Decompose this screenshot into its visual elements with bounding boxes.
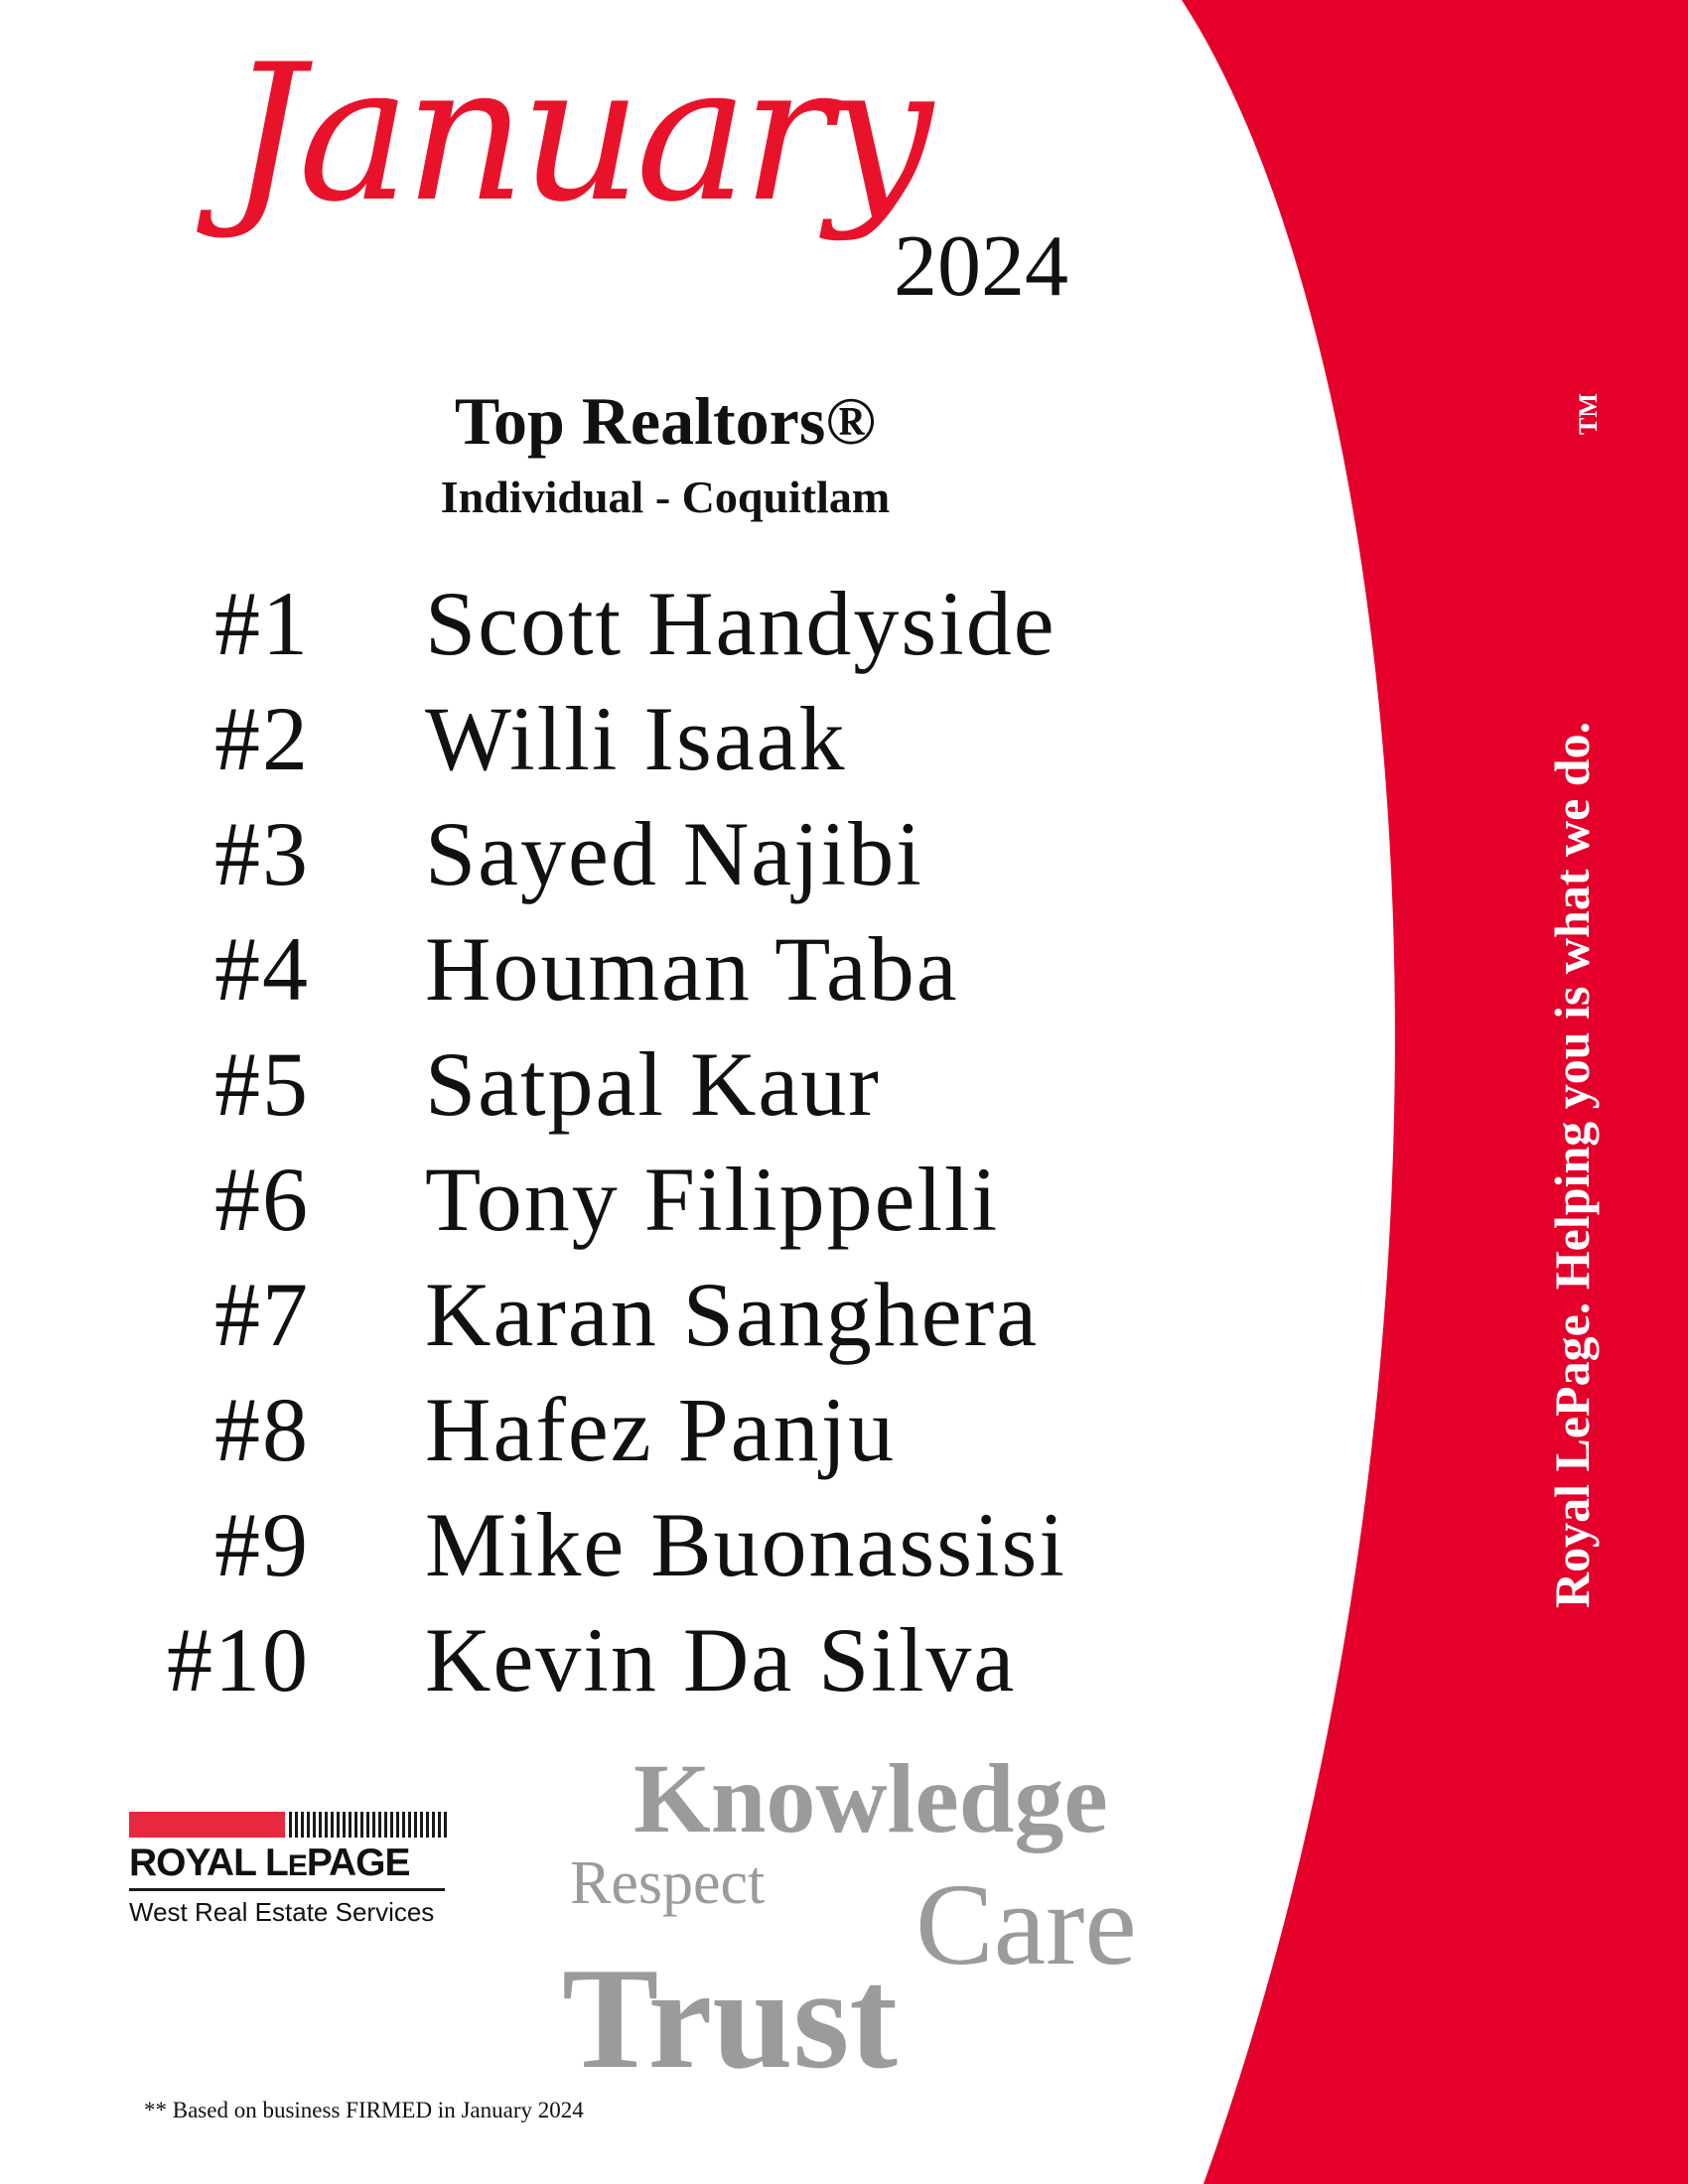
- month-script-title: January: [228, 24, 927, 243]
- logo-wordmark-part: PAGE: [306, 1842, 410, 1884]
- brand-tagline: Royal LePage. Helping you is what we do.: [1544, 721, 1600, 1608]
- rank-number: #6: [214, 1149, 310, 1250]
- value-word-care: Care: [915, 1859, 1137, 1989]
- rank-number: #7: [214, 1264, 310, 1365]
- logo-bars: [129, 1812, 447, 1838]
- ranking-row: [0, 1026, 1142, 1142]
- logo-striped-bar: [289, 1812, 447, 1838]
- realtor-name: Hafez Panju: [425, 1379, 897, 1480]
- ranking-row: [0, 1372, 1142, 1487]
- realtor-name: Willi Isaak: [425, 688, 847, 789]
- list-subtitle: Individual - Coquitlam: [440, 472, 891, 522]
- logo-wordmark: [129, 1843, 447, 1882]
- logo-wordmark-part: E: [287, 1849, 307, 1882]
- ranking-row: [0, 1602, 1142, 1717]
- ranking-row: [0, 1257, 1142, 1372]
- ranking-row: [0, 911, 1142, 1026]
- realtor-name: Mike Buonassisi: [425, 1494, 1066, 1595]
- rank-number: #10: [167, 1609, 310, 1710]
- ranking-row: [0, 566, 1142, 681]
- logo-red-bar: [129, 1812, 285, 1838]
- footnote: ** Based on business FIRMED in January 2024: [144, 2098, 584, 2122]
- rank-number: #2: [214, 688, 310, 789]
- ranking-row: [0, 796, 1142, 911]
- realtor-name: Kevin Da Silva: [425, 1609, 1017, 1710]
- value-word-trust: Trust: [562, 1938, 898, 2099]
- ranking-row: [0, 1487, 1142, 1602]
- rank-number: #3: [214, 803, 310, 904]
- realtor-name: Sayed Najibi: [425, 803, 923, 904]
- value-word-knowledge: Knowledge: [633, 1743, 1108, 1853]
- realtor-name: Tony Filippelli: [425, 1149, 1000, 1250]
- value-word-respect: Respect: [570, 1849, 766, 1917]
- realtor-name: Satpal Kaur: [425, 1033, 881, 1135]
- realtor-name: Scott Handyside: [425, 573, 1056, 674]
- rank-number: #4: [214, 918, 310, 1020]
- ranking-row: [0, 1142, 1142, 1257]
- logo-wordmark-part: ROYAL L: [129, 1842, 288, 1884]
- royal-lepage-logo: [129, 1812, 447, 1925]
- trademark-mark: TM: [1574, 393, 1603, 435]
- realtor-name: Houman Taba: [425, 918, 959, 1020]
- rank-number: #1: [214, 573, 310, 674]
- realtor-name: Karan Sanghera: [425, 1264, 1040, 1365]
- ranking-row: [0, 681, 1142, 796]
- rank-number: #8: [214, 1379, 310, 1480]
- logo-rule: [129, 1888, 445, 1891]
- year-label: 2024: [894, 218, 1068, 315]
- logo-subtitle: West Real Estate Services: [129, 1897, 435, 1927]
- rank-number: #5: [214, 1033, 310, 1135]
- list-title: Top Realtors®: [454, 383, 877, 459]
- rank-number: #9: [214, 1494, 310, 1595]
